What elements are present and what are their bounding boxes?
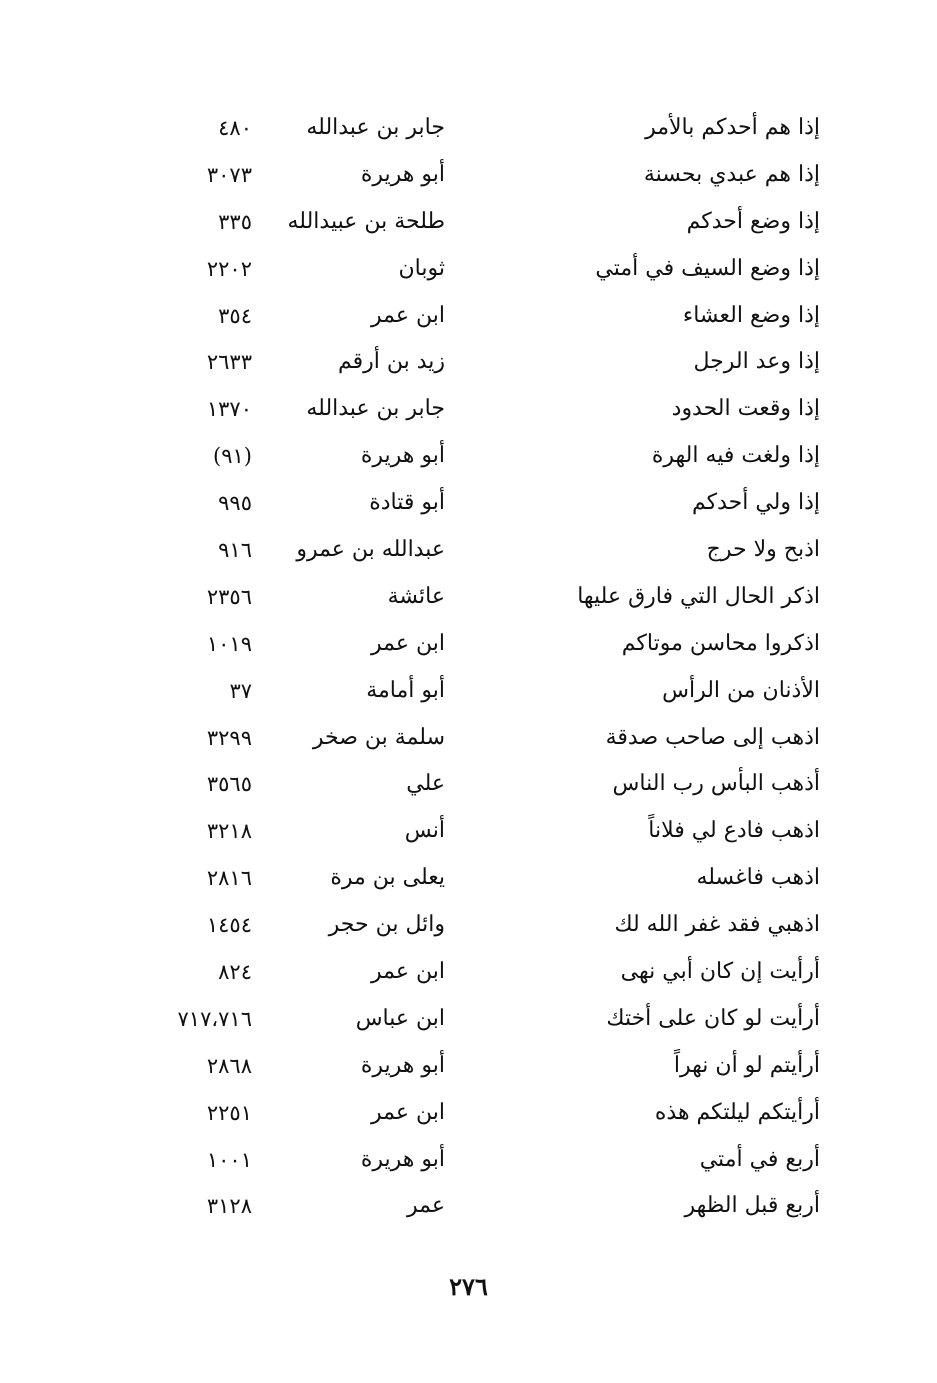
- hadith-incipit: اذهب إلى صاحب صدقة: [605, 724, 820, 750]
- narrator-name: أبو هريرة: [360, 1052, 445, 1078]
- index-row: [140, 1043, 830, 1090]
- hadith-number: ١٤٥٤: [206, 913, 252, 938]
- hadith-number: ١٠٠١: [206, 1147, 252, 1172]
- narrator-name: أبو هريرة: [360, 443, 445, 469]
- hadith-number: (٩١): [213, 444, 252, 469]
- hadith-incipit: اذكر الحال التي فارق عليها: [577, 583, 820, 609]
- hadith-number: ٢٢٥١: [206, 1100, 252, 1125]
- hadith-number: ٢٦٣٣: [206, 350, 252, 375]
- narrator-name: ابن عمر: [371, 302, 445, 328]
- hadith-incipit: إذا وضع أحدكم: [686, 208, 820, 234]
- index-row: [140, 574, 830, 621]
- narrator-name: علي: [406, 771, 445, 797]
- narrator-name: عائشة: [387, 583, 445, 609]
- index-row: [140, 527, 830, 574]
- page-number: ٢٧٦: [449, 1272, 488, 1301]
- hadith-incipit: إذا ولي أحدكم: [691, 490, 820, 516]
- hadith-number: ٣٥٦٥: [206, 772, 252, 797]
- hadith-number: ٧١٧،٧١٦: [177, 1006, 252, 1031]
- hadith-incipit: إذا وعد الرجل: [693, 349, 820, 375]
- hadith-number: ٢٢٠٢: [206, 256, 252, 281]
- hadith-number: ٣١٢٨: [206, 1194, 252, 1219]
- hadith-incipit: أربع قبل الظهر: [684, 1193, 820, 1219]
- index-row: [140, 902, 830, 949]
- hadith-incipit: إذا وضع السيف في أمتي: [595, 255, 820, 281]
- narrator-name: يعلى بن مرة: [330, 865, 445, 891]
- narrator-name: ابن عباس: [355, 1005, 445, 1031]
- index-row: [140, 949, 830, 996]
- hadith-incipit: إذا وضع العشاء: [682, 302, 820, 328]
- hadith-incipit: إذا هم عبدي بحسنة: [643, 161, 820, 187]
- index-row: [140, 668, 830, 715]
- hadith-number: ٩٩٥: [218, 491, 252, 516]
- hadith-number: ١٣٧٠: [206, 397, 252, 422]
- hadith-number: ٣٧: [229, 678, 252, 703]
- narrator-name: ابن عمر: [371, 630, 445, 656]
- hadith-number: ٣٢١٨: [206, 819, 252, 844]
- hadith-number: ٢٣٥٦: [206, 584, 252, 609]
- narrator-name: ابن عمر: [371, 1099, 445, 1125]
- narrator-name: أبو قتادة: [369, 490, 445, 516]
- hadith-number: ١٠١٩: [206, 631, 252, 656]
- index-row: [140, 152, 830, 199]
- hadith-number: ٢٨١٦: [206, 866, 252, 891]
- hadith-index-table: [140, 105, 830, 1230]
- narrator-name: جابر بن عبدالله: [306, 396, 445, 422]
- index-row: [140, 246, 830, 293]
- hadith-incipit: اذهبي فقد غفر الله لك: [614, 912, 820, 938]
- index-row: [140, 808, 830, 855]
- hadith-incipit: أرأيت إن كان أبي نهى: [620, 959, 820, 985]
- narrator-name: أبو أمامة: [366, 677, 445, 703]
- hadith-incipit: اذهب فادع لي فلاناً: [648, 818, 820, 844]
- index-row: [140, 996, 830, 1043]
- index-row: [140, 715, 830, 762]
- hadith-number: ٣٠٧٣: [206, 162, 252, 187]
- index-row: [140, 1183, 830, 1230]
- index-row: [140, 1137, 830, 1184]
- narrator-name: أبو هريرة: [360, 1146, 445, 1172]
- hadith-incipit: أربع في أمتي: [699, 1146, 820, 1172]
- index-row: [140, 433, 830, 480]
- narrator-name: طلحة بن عبيدالله: [287, 208, 445, 234]
- narrator-name: أنس: [404, 818, 445, 844]
- index-row: [140, 855, 830, 902]
- hadith-incipit: إذا هم أحدكم بالأمر: [645, 115, 820, 140]
- narrator-name: عبدالله بن عمرو: [296, 537, 445, 563]
- index-row: [140, 339, 830, 386]
- narrator-name: زيد بن أرقم: [337, 349, 445, 375]
- narrator-name: عمر: [407, 1193, 445, 1219]
- index-row: [140, 105, 830, 152]
- hadith-number: ٩١٦: [218, 538, 252, 563]
- hadith-incipit: الأذنان من الرأس: [662, 677, 820, 703]
- hadith-incipit: إذا ولغت فيه الهرة: [651, 443, 820, 469]
- narrator-name: وائل بن حجر: [328, 912, 445, 938]
- hadith-number: ٤٨٠: [218, 116, 252, 140]
- index-row: [140, 1090, 830, 1137]
- narrator-name: ثوبان: [398, 255, 445, 281]
- hadith-incipit: اذكروا محاسن موتاكم: [621, 630, 820, 656]
- index-row: [140, 199, 830, 246]
- hadith-number: ٣٣٥: [218, 209, 252, 234]
- hadith-incipit: أرأيتكم ليلتكم هذه: [654, 1099, 820, 1125]
- hadith-number: ٣٥٤: [218, 303, 252, 328]
- index-row: [140, 293, 830, 340]
- index-row: [140, 761, 830, 808]
- hadith-number: ٢٨٦٨: [206, 1053, 252, 1078]
- hadith-number: ٨٢٤: [218, 960, 252, 985]
- index-row: [140, 621, 830, 668]
- narrator-name: أبو هريرة: [360, 161, 445, 187]
- narrator-name: سلمة بن صخر: [312, 724, 445, 750]
- narrator-name: ابن عمر: [371, 959, 445, 985]
- hadith-incipit: اذهب فاغسله: [696, 865, 820, 891]
- hadith-number: ٣٢٩٩: [206, 725, 252, 750]
- index-row: [140, 386, 830, 433]
- hadith-incipit: أذهب البأس رب الناس: [612, 771, 820, 797]
- hadith-incipit: أرأيت لو كان على أختك: [606, 1005, 820, 1031]
- index-row: [140, 480, 830, 527]
- hadith-incipit: أرأيتم لو أن نهراً: [673, 1052, 820, 1078]
- hadith-incipit: اذبح ولا حرج: [706, 537, 820, 563]
- hadith-incipit: إذا وقعت الحدود: [671, 396, 820, 422]
- narrator-name: جابر بن عبدالله: [306, 115, 445, 140]
